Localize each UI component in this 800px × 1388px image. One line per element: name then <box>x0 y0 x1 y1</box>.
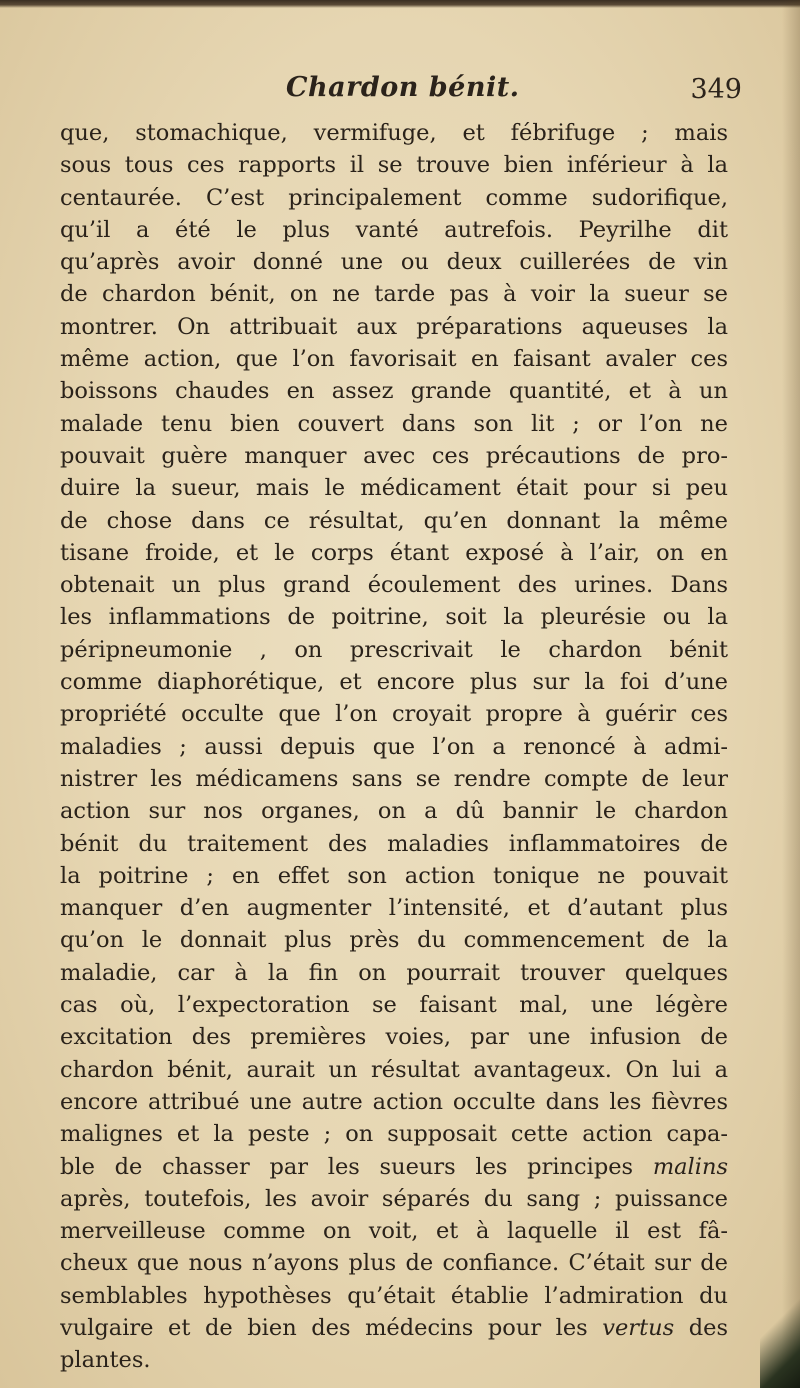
text-line-content: duire la sueur, mais le médicament était pour si peu <box>60 475 728 502</box>
text-line <box>60 343 728 375</box>
text-line-content: montrer. On attribuait aux préparations aqueuses la <box>60 313 728 340</box>
text-line <box>60 795 728 827</box>
text-line-content: qu’on le donnait plus près du commencement de la <box>60 927 728 954</box>
text-line <box>60 569 728 601</box>
text-line <box>60 1247 728 1279</box>
text-line-content: cheux que nous n’ayons plus de confiance. C’était sur de <box>60 1250 728 1277</box>
text-line-content: chardon bénit, aurait un résultat avantageux. On lui a <box>60 1056 728 1083</box>
text-line-content: semblables hypothèses qu’était établie l’admiration du <box>60 1282 728 1309</box>
text-line-content: centaurée. C’est principalement comme sudorifique, <box>60 184 728 211</box>
page-top-edge <box>0 0 800 8</box>
text-line <box>60 828 728 860</box>
text-line <box>60 1151 728 1183</box>
text-line-content: pouvait guère manquer avec ces précautions de pro- <box>60 442 728 469</box>
text-line-content: nistrer les médicamens sans se rendre compte de leur <box>60 765 728 792</box>
text-line <box>60 731 728 763</box>
text-line <box>60 1312 728 1344</box>
text-line <box>60 1215 728 1247</box>
text-line-content: encore attribué une autre action occulte dans les fièvres <box>60 1088 728 1115</box>
text-line-content: malade tenu bien couvert dans son lit ; or l’on ne <box>60 410 728 437</box>
text-line <box>60 246 728 278</box>
text-line-content: excitation des premières voies, par une infusion de <box>60 1024 728 1051</box>
text-line <box>60 957 728 989</box>
text-line <box>60 408 728 440</box>
text-line <box>60 375 728 407</box>
text-line <box>60 924 728 956</box>
text-line-content: même action, que l’on favorisait en faisant avaler ces <box>60 346 728 373</box>
text-line <box>60 214 728 246</box>
text-line-content: de chose dans ce résultat, qu’en donnant la même <box>60 507 728 534</box>
text-line <box>60 666 728 698</box>
text-line <box>60 634 728 666</box>
text-line <box>60 601 728 633</box>
text-line <box>60 278 728 310</box>
text-line-content: après, toutefois, les avoir séparés du sang ; puissance <box>60 1185 728 1212</box>
text-line-content: plantes. <box>60 1347 151 1374</box>
text-line-content: sous tous ces rapports il se trouve bien inférieur à la <box>60 152 728 179</box>
text-line <box>60 1280 728 1312</box>
text-line-content: qu’après avoir donné une ou deux cuillerées de vin <box>60 249 728 276</box>
text-line-content: merveilleuse comme on voit, et à laquelle il est fâ- <box>60 1218 728 1245</box>
text-line-content: les inflammations de poitrine, soit la pleurésie ou la <box>60 604 728 631</box>
text-line <box>60 1086 728 1118</box>
text-line-content: péripneumonie , on prescrivait le chardon bénit <box>60 636 728 663</box>
text-line-content: comme diaphorétique, et encore plus sur la foi d’une <box>60 669 728 696</box>
text-line-content: action sur nos organes, on a dû bannir le chardon <box>60 798 728 825</box>
text-line-content: vulgaire et de bien des médecins pour les <box>60 1314 603 1341</box>
text-line <box>60 117 728 149</box>
text-line-content: propriété occulte que l’on croyait propre à guérir ces <box>60 701 728 728</box>
text-line-content: cas où, l’expectoration se faisant mal, une légère <box>60 992 728 1019</box>
page-gutter-shadow <box>782 0 800 1388</box>
text-line-content: ble de chasser par les sueurs les principes <box>60 1153 653 1180</box>
text-line <box>60 1054 728 1086</box>
text-line <box>60 989 728 1021</box>
running-head <box>60 72 740 116</box>
italic-word: malins <box>652 1153 728 1180</box>
text-line <box>60 182 728 214</box>
text-line-content: que, stomachique, vermifuge, et fébrifuge ; mais <box>60 120 728 146</box>
text-line-content: bénit du traitement des maladies inflammatoires de <box>60 830 728 857</box>
text-line <box>60 472 728 504</box>
text-line <box>60 1021 728 1053</box>
page-corner-shadow <box>760 1278 800 1388</box>
text-line <box>60 763 728 795</box>
text-line-content: boissons chaudes en assez grande quantité, et à un <box>60 378 728 405</box>
text-line <box>60 892 728 924</box>
text-line <box>60 537 728 569</box>
italic-word: vertus <box>602 1314 675 1341</box>
text-line-content: tisane froide, et le corps étant exposé à l’air, on en <box>60 539 728 566</box>
text-line-content: malignes et la peste ; on supposait cette action capa- <box>60 1121 728 1148</box>
text-line <box>60 149 728 181</box>
text-line-continuation: des <box>674 1314 728 1341</box>
running-head-title: Chardon bénit. <box>286 72 520 103</box>
text-line-content: maladies ; aussi depuis que l’on a renoncé à admi- <box>60 733 728 760</box>
text-line-content: qu’il a été le plus vanté autrefois. Peyrilhe dit <box>60 216 728 243</box>
text-line <box>60 311 728 343</box>
text-line-content: maladie, car à la fin on pourrait trouver quelques <box>60 959 728 986</box>
text-line <box>60 698 728 730</box>
text-line-content: obtenait un plus grand écoulement des urines. Dans <box>60 572 728 599</box>
text-line <box>60 1118 728 1150</box>
text-line-content: de chardon bénit, on ne tarde pas à voir la sueur se <box>60 281 728 308</box>
text-line <box>60 1344 728 1376</box>
text-line <box>60 505 728 537</box>
page-number: 349 <box>690 74 742 105</box>
text-line-content: manquer d’en augmenter l’intensité, et d’autant plus <box>60 895 728 922</box>
text-line <box>60 440 728 472</box>
text-line <box>60 1183 728 1215</box>
text-line-content: la poitrine ; en effet son action tonique ne pouvait <box>60 862 728 889</box>
text-line <box>60 860 728 892</box>
body-text <box>60 117 728 1377</box>
